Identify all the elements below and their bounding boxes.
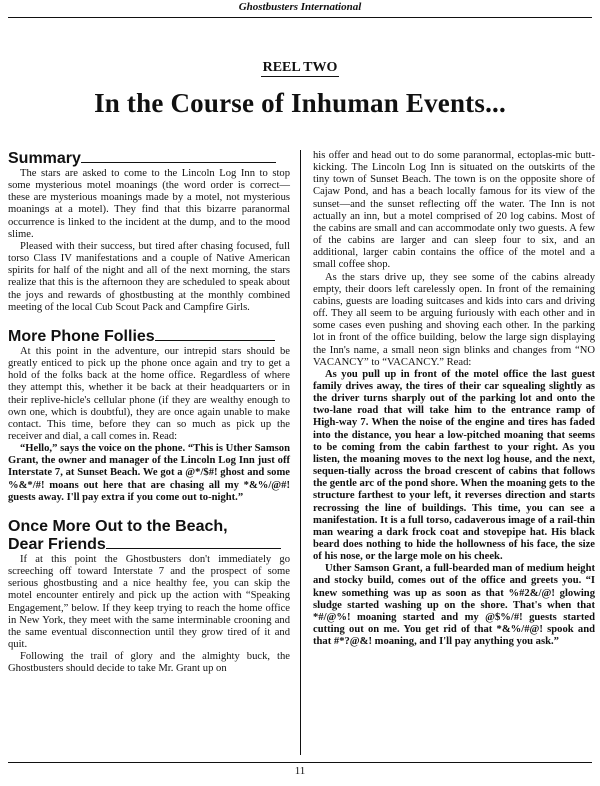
column-divider [300,150,301,755]
summary-heading [8,150,290,168]
heading-rule [155,340,275,341]
phone-heading [8,328,290,346]
running-header: Ghostbusters International [238,1,362,13]
beach-heading-line2: Dear Friends [8,535,106,553]
footer-rule [8,762,592,763]
header-rule [8,17,592,18]
beach-section [8,518,290,676]
heading-rule [81,162,276,163]
page-number-text: 11 [289,765,312,777]
reel-heading [0,60,600,76]
read-aloud-text: As you pull up in front of the motel office the last guest family drives away, the tires of their car squealing slightly as the driver turns sharply out of the parking lot and onto the two-lane road that will take him to the entrance ramp of High-way 7. When the noise of the engine and tires has faded into the distance, you hear a low-pitched moaning that seems to be coming from the cabin farthest to your right. As you listen, the moaning moves to the next log house, and the next, sequen-tially across the broad crescent of cabins that follows the gentle arc of the pond shore. When the moaning gets to the structure farthest to your left, it reverses direction and starts recrossing the line of buildings. This time, you can see a manifestation. It is a full torso, cadaverous image of a rail-thin man wearing a dark frock coat and stovepipe hat. His black beard does nothing to hide the hollowness of his face, the size of his nose, or the large mole on his cheek. [313,368,595,563]
summary-section [8,150,290,314]
summary-paragraph: Pleased with their success, but tired after chasing focused, full torso Class IV manifestations and a couple of Native American spirits for half of the night and all of the next morning, the stars realize that this is the afternoon they are scheduled to speak about the joys and rewards of ghostbusting at the monthly combined meeting of the local Cub Scout Pack and Campfire Girls. [8,240,290,313]
summary-paragraph: The stars are asked to come to the Lincoln Log Inn to stop some mysterious motel moanings (the word order is correct—these are mysterious moanings made by a motel, not mysterious moanings at a motel). They find that this bizarre paranormal occurrence is linked to the incident at the dump, and to the mood slime. [8,168,290,240]
right-column [313,150,595,648]
chapter-title: In the Course of Inhuman Events... [94,88,506,118]
beach-paragraph: If at this point the Ghostbusters don't immediately go screeching off toward Interstate 7 and the prospect of some serious ghostbusting and a nice healthy fee, you can skip the motel encounter entirely and pick up the action with “Speaking Engagement,” below. If they keep trying to reach the home office in New York, they meet with the same interminable crooning and the same eventual disconnection until they grow tired of it and quit. [8,553,290,650]
beach-paragraph: Following the trail of glory and the almighty buck, the Ghostbusters should decide to take Mr. Grant up on [8,651,290,675]
left-column [8,150,290,683]
beach-heading-line1: Once More Out to the Beach, [8,517,228,535]
phone-heading-text: More Phone Follies [8,327,155,345]
phone-quote: “Hello,” says the voice on the phone. “This is Uther Samson Grant, the owner and manager of the Lincoln Log Inn just off Interstate 7, at Sunset Beach. We got a @*/$#! ghost and some %&*/#! moans out here that are chasing all my *&%/@#! guests away. I'll pay extra if you come out to-night.” [8,443,290,503]
beach-heading [8,518,290,554]
reel-label: REEL TWO [262,60,338,75]
right-paragraph: his offer and head out to do some paranormal, ectoplas-mic butt-kicking. The Lincoln Log Inn is situated on the outskirts of the tiny town of Sunset Beach. The town is on the opposite shore of Cajaw Pond, and has a beach locally famous for its view of the sunset—and the sunset reflecting off the water. The Inn is not actually an inn, but a motel comprised of 20 log cabins. Most of the cabins are small and can accommodate only two guests. A few of the cabins are larger and can sleep four to six, and an additional, larger cabin contains the office of the motel and a small coffee shop. [313,150,595,271]
heading-rule [106,548,281,549]
phone-paragraph: At this point in the adventure, our intrepid stars should be greatly enticed to pick up the phone once again and try to get a hold of the folks back at the home office. Regardless of where they attempt this, whether it be back at their headquarters or in their replive-hicle's cellular phone (if they are wealthy enough to own one, which is doubtful), they are once again unable to make contact. This time, before they can so much as pick up the receiver and dial, a call comes in. Read: [8,345,290,442]
summary-heading-text: Summary [8,150,81,167]
right-paragraph: As the stars drive up, they see some of the cabins already empty, their doors left carelessly open. In front of the remaining cabins, guests are loading suitcases and kids into cars and driving off. They all seem to be arguing furiously with each other and in some cases even pushing and shoving each other. In the parking lot in front of the office building, below the large sign displaying the Inn's name, a small neon sign blinks and changes from “NO VACANCY” to “VACANCY.” Read: [313,271,595,368]
page-number [0,765,600,777]
phone-section [8,328,290,504]
read-aloud-text: Uther Samson Grant, a full-bearded man of medium height and stocky build, comes out of the office and greets you. “I knew something was up as soon as that %#2&/@! glowing sludge started washing up on the shore. That's when that *#/@%! moaning started and my @$%/#! guests started cutting out on me. You get rid of that *&%/#@! spook and that #*?@&! moaning, and I'll pay anything you ask.” [313,563,595,648]
